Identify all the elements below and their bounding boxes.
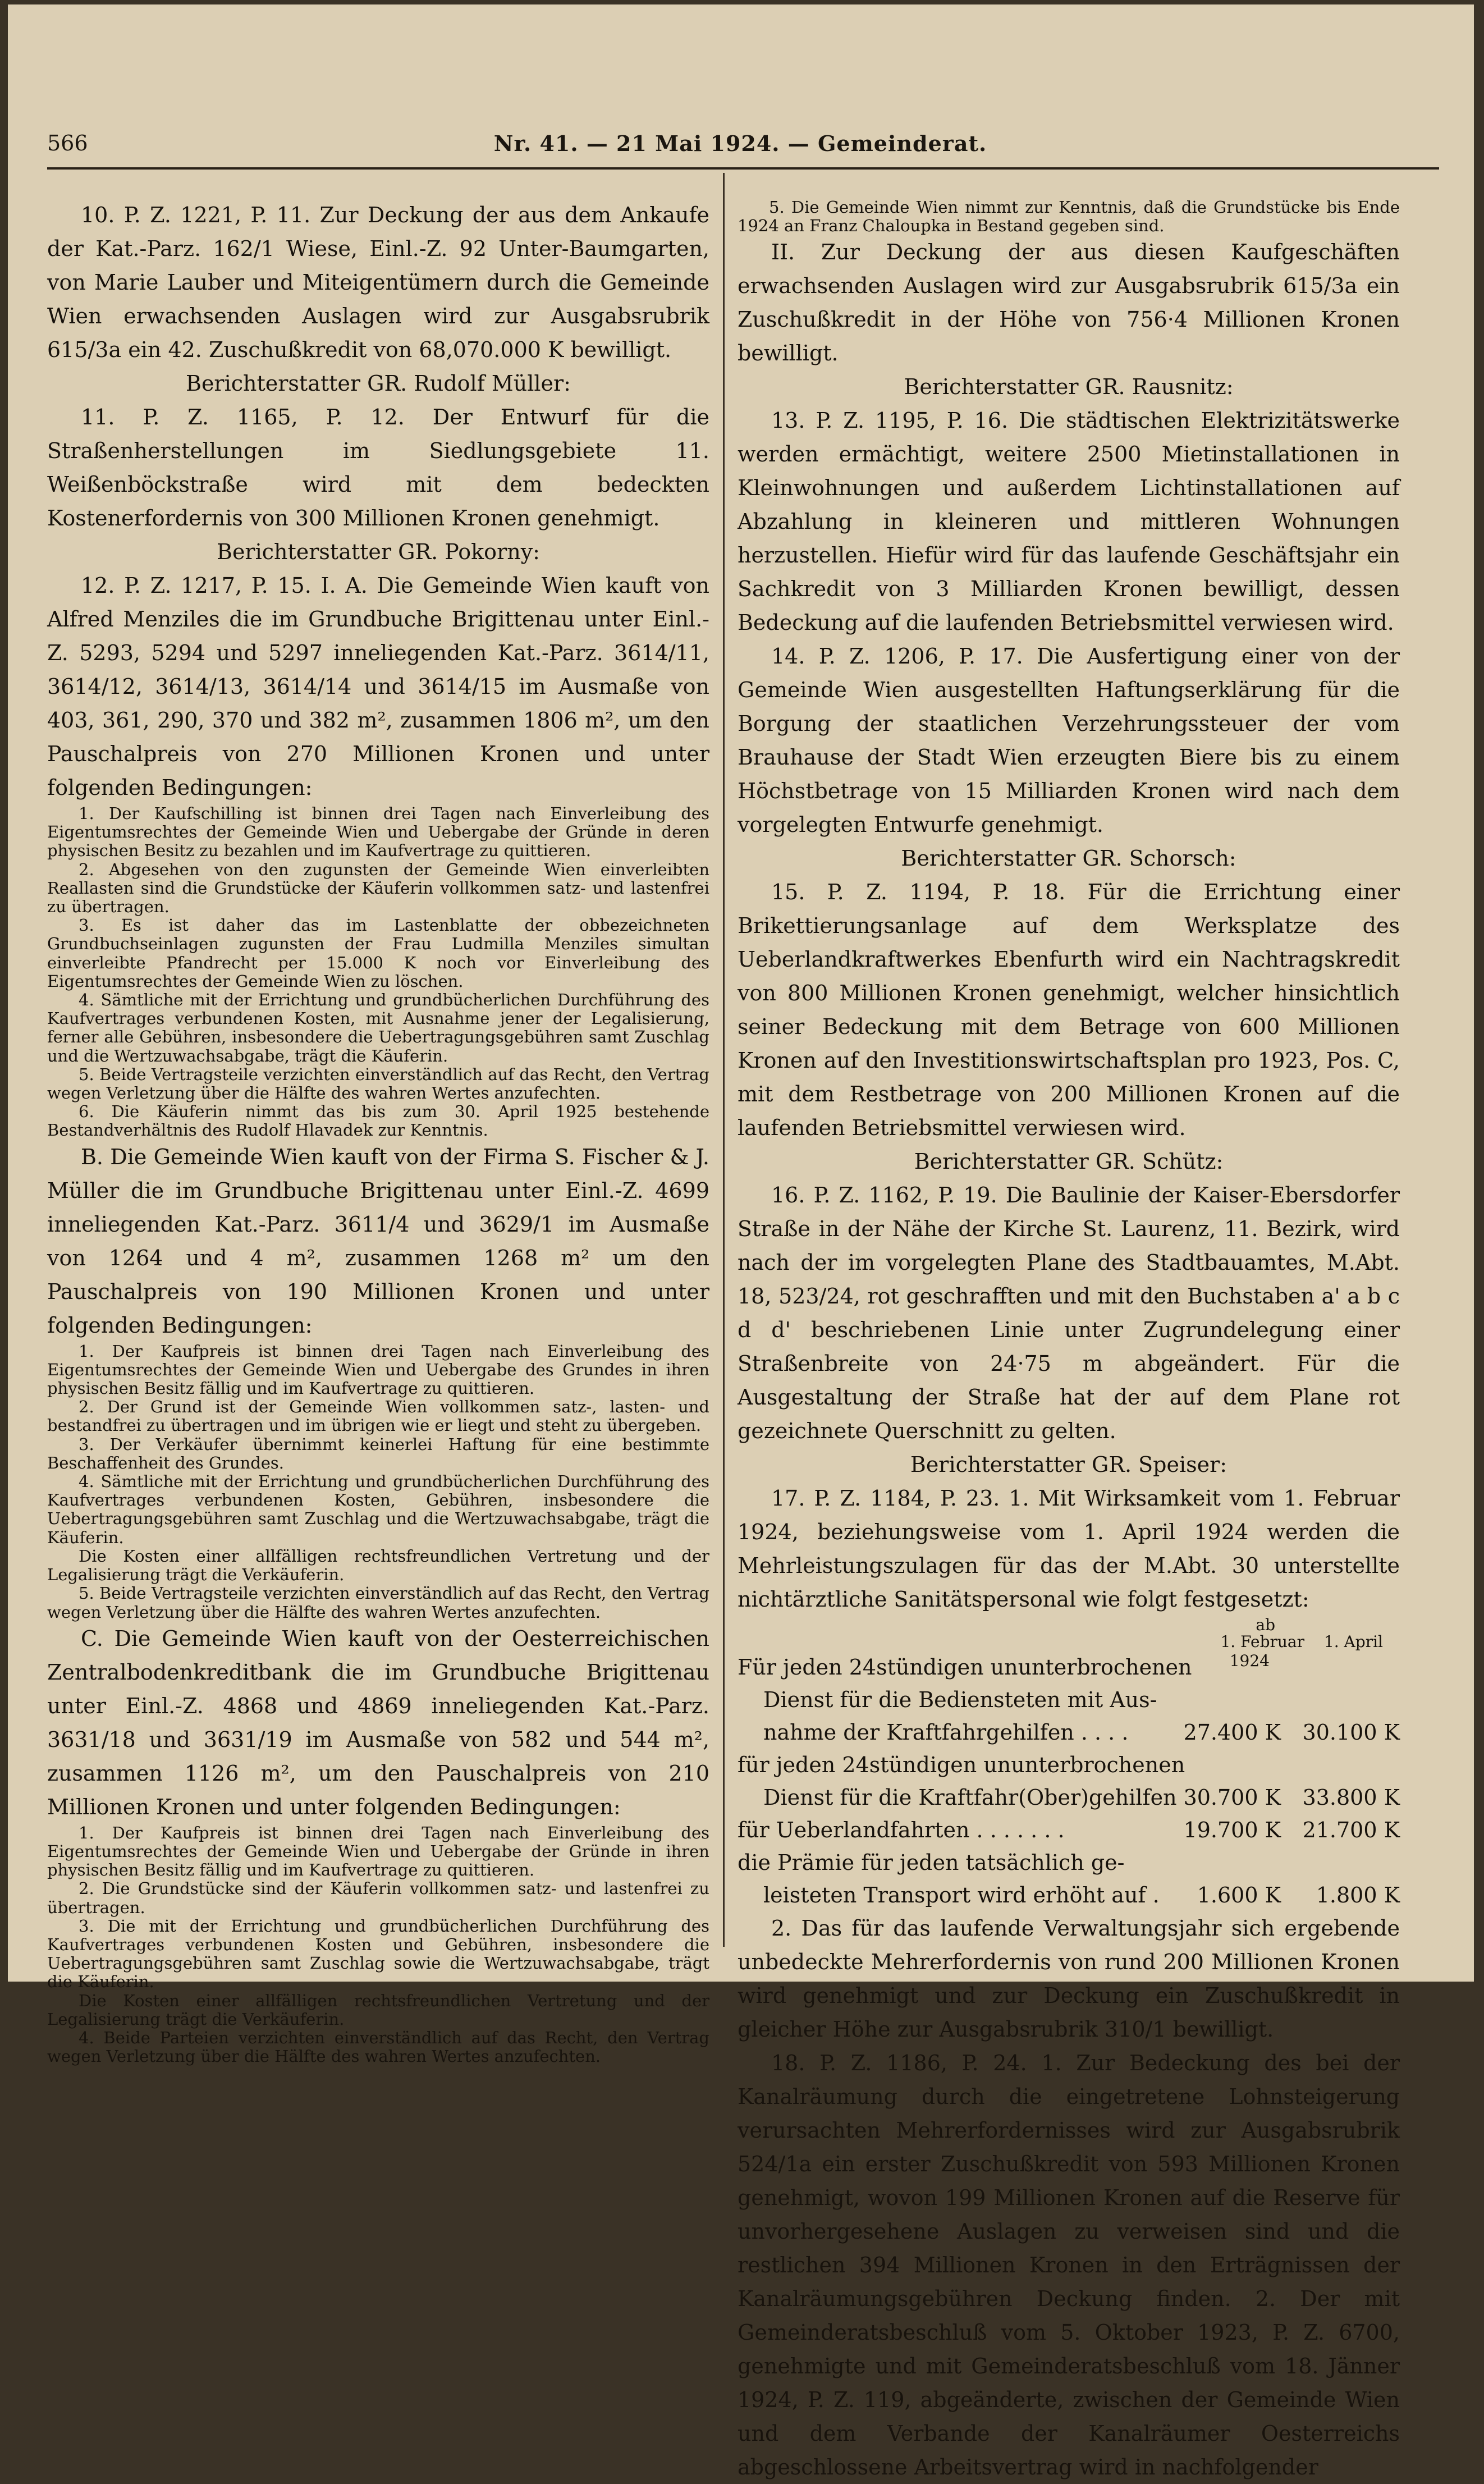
condition-a3: 3. Es ist daher das im Lastenblatte der obbezeichneten Grundbuchseinlagen zugunsten der Frau Ludmilla Menziles simultan einverleibte Pfandrecht per 15.000 K noch vor Einverleibung des Eigentumsrechtes der Gemeinde Wien zu löschen. [47, 916, 709, 991]
item-11: 11. P. Z. 1165, P. 12. Der Entwurf für die Straßenherstellungen im Siedlungsgebiete 11. Weißenböckstraße wird mit dem bedeckten Kostenerfordernis von 300 Millionen Kronen genehmigt. [47, 405, 709, 530]
condition-a4: 4. Sämtliche mit der Errichtung und grundbücherlichen Durchführung des Kaufvertrages verbundenen Kosten, mit Ausnahme jener der Legalisierung, ferner alle Gebühren, insbesondere die Uebertragungsgebühren samt Zuschlag und die Wertzuwachsabgabe, trägt die Käuferin. [47, 990, 709, 1065]
table-row [738, 1684, 1400, 1716]
value-feb: 30.700 K [1183, 1785, 1281, 1810]
value-april: 1.800 K [1316, 1883, 1400, 1908]
condition-a2: 2. Abgesehen von den zugunsten der Gemeinde Wien einverleibten Reallasten sind die Grundstücke der Käuferin vollkommen satz- und lastenfrei zu übertragen. [47, 859, 709, 917]
value-april: 21.700 K [1302, 1818, 1400, 1843]
table-row [738, 1846, 1400, 1879]
column-divider [723, 173, 725, 1947]
item-18: 18. P. Z. 1186, P. 24. 1. Zur Bedeckung des bei der Kanalräumung durch die eingetretene Lohnsteigerung verursachten Mehrerfordernisses wird zur Ausgabsrubrik 524/1a ein erster Zuschußkredit von 593 Millionen Kronen genehmigt, wovon 199 Millionen Kronen auf die Reserve für unvorhergesehene Auslagen zu verweisen sind und die restlichen 394 Millionen Kronen in den Erträgnissen der Kanalräumungsgebühren Deckung finden. 2. Der mit Gemeinderatsbeschluß vom 5. Oktober 1923, P. Z. 6700, genehmigte und mit Gemeinderatsbeschluß vom 18. Jänner 1924, P. Z. 119, abgeänderte, zwischen der Gemeinde Wien und dem Verbande der Kanalräumer Oesterreichs abgeschlossene Arbeitsvertrag wird in nachfolgender [738, 2051, 1400, 2480]
header-april: 1. April [1323, 1632, 1383, 1652]
table-row [738, 1781, 1400, 1814]
condition-a5: 5. Beide Vertragsteile verzichten einverständlich auf das Recht, den Vertrag wegen Verletzung über die Hälfte des wahren Wertes anzufechten. [47, 1064, 709, 1103]
row-label: Dienst für die Bediensteten mit Aus- [763, 1687, 1157, 1713]
value-april: 33.800 K [1302, 1785, 1400, 1810]
value-feb: 19.700 K [1183, 1818, 1281, 1843]
reporter-schuetz: Berichterstatter GR. Schütz: [914, 1149, 1224, 1174]
row-label: Für jeden 24stündigen ununterbrochenen [738, 1655, 1192, 1680]
reporter-schorsch: Berichterstatter GR. Schorsch: [901, 846, 1236, 871]
table-row [738, 1814, 1400, 1846]
table-row [738, 1749, 1400, 1781]
item-16: 16. P. Z. 1162, P. 19. Die Baulinie der Kaiser-Ebersdorfer Straße in der Nähe der Kirche St. Laurenz, 11. Bezirk, wird nach der im vorgelegten Plane des Stadtbauamtes, M.Abt. 18, 523/24, rot geschrafften und mit den Buchstaben a' a b c d d' beschriebenen Linie unter Zugrundelegung einer Straßenbreite von 24·75 m abgeändert. Für die Ausgestaltung der Straße hat der auf dem Plane rot gezeichnete Querschnitt zu gelten. [738, 1183, 1400, 1444]
header-year: 1924 [1229, 1652, 1270, 1671]
row-label: für jeden 24stündigen ununterbrochenen [738, 1753, 1185, 1778]
right-column [738, 198, 1400, 2484]
reporter-speiser: Berichterstatter GR. Speiser: [910, 1452, 1227, 1477]
table-row [738, 1879, 1400, 1911]
item-12-b: B. Die Gemeinde Wien kauft von der Firma S. Fischer & J. Müller die im Grundbuche Brigittenau unter Einl.-Z. 4699 inneliegenden Kat.-Parz. 3611/4 und 3629/1 im Ausmaße von 1264 und 4 m², zusammen 1268 m² um den Pauschalpreis von 190 Millionen Kronen und unter folgenden Bedingungen: [47, 1144, 709, 1338]
condition-b2: 2. Der Grund ist der Gemeinde Wien vollkommen satz-, lasten- und bestandfrei zu übertragen und im übrigen wie er liegt und steht zu übergeben. [47, 1397, 709, 1435]
item-12-c: C. Die Gemeinde Wien kauft von der Oesterreichischen Zentralbodenkreditbank die im Grundbuche Brigittenau unter Einl.-Z. 4868 und 4869 inneliegenden Kat.-Parz. 3631/18 und 3631/19 im Ausmaße von 582 und 544 m², zusammen 1126 m², um den Pauschalpreis von 210 Millionen Kronen und unter folgenden Bedingungen: [47, 1626, 709, 1819]
row-label: leisteten Transport wird erhöht auf . [763, 1883, 1160, 1908]
item-14: 14. P. Z. 1206, P. 17. Die Ausfertigung einer von der Gemeinde Wien ausgestellten Haftungserklärung für die Borgung der staatlichen Verzehrungssteuer der vom Brauhause der Stadt Wien erzeugten Biere bis zu einem Höchstbetrage von 15 Milliarden Kronen wird nach dem vorgelegten Entwurfe genehmigt. [738, 644, 1400, 838]
condition-c1: 1. Der Kaufpreis ist binnen drei Tagen nach Einverleibung des Eigentumsrechtes der Gemeinde Wien und Uebergabe der Gründe in ihren physischen Besitz fällig und im Kaufvertrage zu quittieren. [47, 1823, 709, 1880]
item-17-part2: 2. Das für das laufende Verwaltungsjahr sich ergebende unbedeckte Mehrerfordernis von rund 200 Millionen Kronen wird genehmigt und zur Deckung ein Zuschußkredit in gleicher Höhe zur Ausgabsrubrik 310/1 bewilligt. [738, 1916, 1400, 2042]
row-label: nahme der Kraftfahrgehilfen . . . . [763, 1720, 1129, 1745]
item-15: 15. P. Z. 1194, P. 18. Für die Errichtung einer Brikettierungsanlage auf dem Werksplatze des Ueberlandkraftwerkes Ebenfurth wird ein Nachtragskredit von 800 Millionen Kronen genehmigt, welcher hinsichtlich seiner Bedeckung mit dem Betrage von 600 Millionen Kronen auf den Investitionswirtschaftsplan pro 1923, Pos. C, mit dem Restbetrage von 200 Millionen Kronen auf die laufenden Betriebsmittel verwiesen wird. [738, 880, 1400, 1141]
row-label: Dienst für die Kraftfahr(Ober)gehilfen [763, 1785, 1177, 1810]
page-title: Nr. 41. — 21 Mai 1924. — Gemeinderat. [493, 131, 987, 156]
header-rule [47, 167, 1439, 170]
value-feb: 27.400 K [1183, 1720, 1281, 1745]
value-feb: 1.600 K [1197, 1883, 1281, 1908]
reporter-mueller: Berichterstatter GR. Rudolf Müller: [186, 371, 571, 396]
condition-b1: 1. Der Kaufpreis ist binnen drei Tagen nach Einverleibung des Eigentumsrechtes der Gemeinde Wien und Uebergabe des Grundes in ihren physischen Besitz fällig und im Kaufvertrage zu quittieren. [47, 1341, 709, 1398]
table-header [738, 1616, 1400, 1651]
header-ab: ab [1256, 1616, 1275, 1635]
condition-c3: 3. Die mit der Errichtung und grundbücherlichen Durchführung des Kaufvertrages verbundenen Kosten und Gebühren, insbesondere die Uebertragungsgebühren samt Zuschlag sowie die Wertzuwachsabgabe, trägt die Käuferin. [47, 1916, 709, 1992]
condition-b5: 5. Beide Vertragsteile verzichten einverständlich auf das Recht, den Vertrag wegen Verletzung über die Hälfte des wahren Wertes anzufechten. [47, 1584, 709, 1622]
condition-c2: 2. Die Grundstücke sind der Käuferin vollkommen satz- und lastenfrei zu übertragen. [47, 1879, 709, 1917]
condition-b3: 3. Der Verkäufer übernimmt keinerlei Haftung für eine bestimmte Beschaffenheit des Grundes. [47, 1434, 709, 1472]
reporter-pokorny: Berichterstatter GR. Pokorny: [217, 539, 540, 564]
table-row [738, 1651, 1400, 1684]
condition-b4: 4. Sämtliche mit der Errichtung und grundbücherlichen Durchführung des Kaufvertrages verbundenen Kosten, Gebühren, insbesondere die Uebertragungsgebühren samt Zuschlag und die Wertzuwachsabgabe, trägt die Käuferin. [47, 1472, 709, 1547]
row-label: die Prämie für jeden tatsächlich ge- [738, 1850, 1125, 1875]
row-label: für Ueberlandfahrten . . . . . . . [738, 1818, 1065, 1843]
left-column [47, 198, 709, 2066]
table-row [738, 1716, 1400, 1749]
header-feb: 1. Februar [1220, 1632, 1304, 1652]
item-17: 17. P. Z. 1184, P. 23. 1. Mit Wirksamkeit vom 1. Februar 1924, beziehungsweise vom 1. April 1924 werden die Mehrleistungszulagen für das der M.Abt. 30 unterstellte nichtärztliche Sanitätspersonal wie folgt festgesetzt: [738, 1486, 1400, 1612]
page-number: 566 [47, 131, 88, 155]
item-12-ii: II. Zur Deckung der aus diesen Kaufgeschäften erwachsenden Auslagen wird zur Ausgabsrubrik 615/3a ein Zuschußkredit in der Höhe von 756·4 Millionen Kronen bewilligt. [738, 240, 1400, 366]
condition-b4-note: Die Kosten einer allfälligen rechtsfreundlichen Vertretung und der Legalisierung trägt die Verkäuferin. [47, 1546, 709, 1585]
item-13: 13. P. Z. 1195, P. 16. Die städtischen Elektrizitätswerke werden ermächtigt, weitere 2500 Mietinstallationen in Kleinwohnungen und außerdem Lichtinstallationen auf Abzahlung in kleineren und mittleren Wohnungen herzustellen. Hiefür wird für das laufende Geschäftsjahr ein Sachkredit von 3 Milliarden Kronen bewilligt, dessen Bedeckung auf die laufenden Betriebsmittel verwiesen wird. [738, 408, 1400, 635]
item-10: 10. P. Z. 1221, P. 11. Zur Deckung der aus dem Ankaufe der Kat.-Parz. 162/1 Wiese, Einl.-Z. 92 Unter-Baumgarten, von Marie Lauber und Miteigentümern durch die Gemeinde Wien erwachsenden Auslagen wird zur Ausgabsrubrik 615/3a ein 42. Zuschußkredit von 68,070.000 K bewilligt. [47, 203, 709, 362]
newspaper-page [8, 4, 1474, 2480]
condition-a6: 6. Die Käuferin nimmt das bis zum 30. April 1925 bestehende Bestandverhältnis des Rudolf Hlavadek zur Kenntnis. [47, 1102, 709, 1140]
condition-c4: 4. Beide Parteien verzichten einverständlich auf das Recht, den Vertrag wegen Verletzung über die Hälfte des wahren Wertes anzufechten. [47, 2028, 709, 2066]
condition-a1: 1. Der Kaufschilling ist binnen drei Tagen nach Einverleibung des Eigentumsrechtes der Gemeinde Wien und Uebergabe der Gründe in deren physischen Besitz zu bezahlen und im Kaufvertrage zu quittieren. [47, 804, 709, 861]
item-12: 12. P. Z. 1217, P. 15. I. A. Die Gemeinde Wien kauft von Alfred Menziles die im Grundbuche Brigittenau unter Einl.-Z. 5293, 5294 und 5297 inneliegenden Kat.-Parz. 3614/11, 3614/12, 3614/13, 3614/14 und 3614/15 im Ausmaße von 403, 361, 290, 370 und 382 m², zusammen 1806 m², um den Pauschalpreis von 270 Millionen Kronen und unter folgenden Bedingungen: [47, 573, 709, 800]
condition-c3-note: Die Kosten einer allfälligen rechtsfreundlichen Vertretung und der Legalisierung trägt die Verkäuferin. [47, 1991, 709, 2029]
value-april: 30.100 K [1302, 1720, 1400, 1745]
condition-c5: 5. Die Gemeinde Wien nimmt zur Kenntnis, daß die Grundstücke bis Ende 1924 an Franz Chaloupka in Bestand gegeben sind. [738, 198, 1400, 236]
reporter-rausnitz: Berichterstatter GR. Rausnitz: [904, 374, 1234, 400]
allowance-table [738, 1616, 1400, 1911]
page-header [47, 131, 1433, 170]
